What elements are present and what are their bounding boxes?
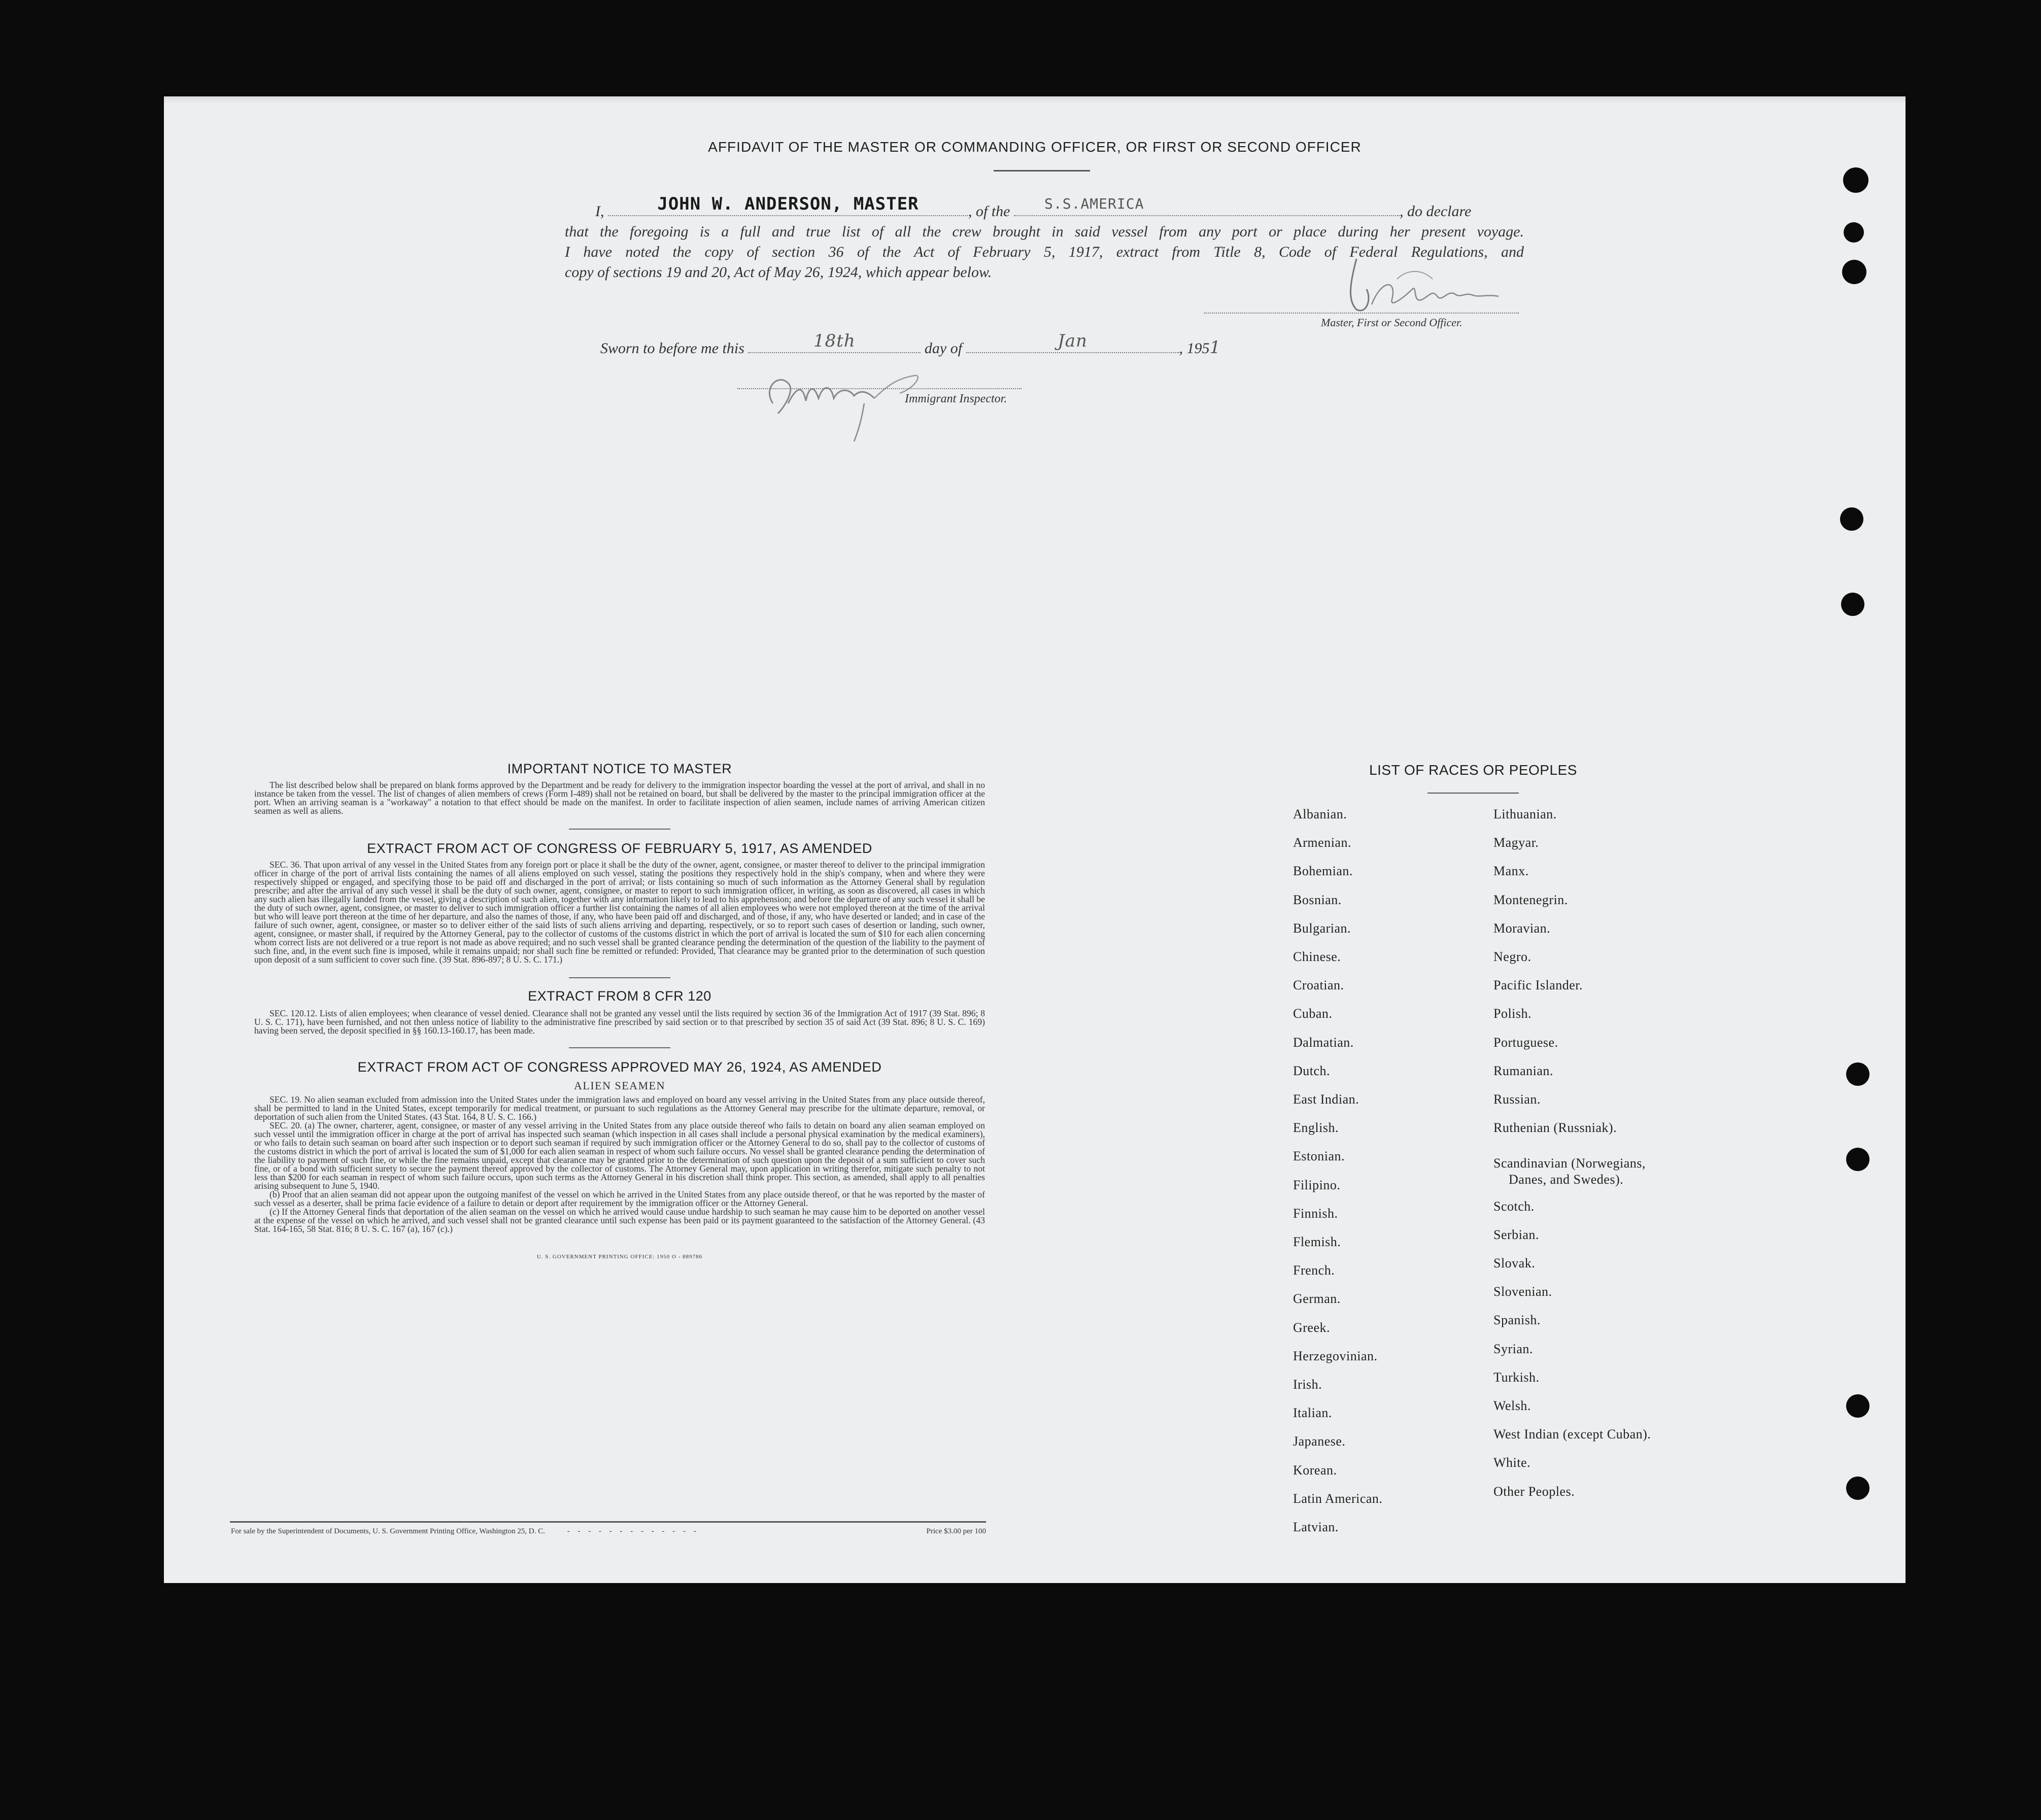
race-item: Estonian.	[1293, 1149, 1345, 1164]
race-item: Greek.	[1293, 1320, 1331, 1335]
vessel-name-field	[1014, 195, 1400, 216]
extract-1924-subtitle: ALIEN SEAMEN	[574, 1079, 665, 1092]
race-item: English.	[1293, 1120, 1339, 1136]
inspector-signature-caption: Immigrant Inspector.	[905, 392, 1007, 405]
race-item: Dalmatian.	[1293, 1035, 1354, 1050]
divider-1	[569, 829, 670, 830]
notice-heading: IMPORTANT NOTICE TO MASTER	[507, 761, 732, 776]
punch-hole-7	[1846, 1148, 1869, 1171]
sworn-day-field	[748, 331, 921, 353]
race-item: Slovak.	[1493, 1256, 1536, 1270]
notice-text: The list described below shall be prepared on blank forms approved by the Department and be ready for delivery to the immigration inspector boarding the vessel at the port of arrival, and shall in no instance be taken from the vessel. The list of changes of alien members of crews (Form I-489) shall not be retained on board, but shall be delivered by the master to the principal immigration officer at the port. When an arriving seaman is a "workaway" a notation to that effect should be made on the manifest. In order to facilitate inspection of alien seamen, include names of arriving American citizen seamen as well as aliens.	[254, 780, 985, 816]
race-item: White.	[1493, 1455, 1531, 1470]
race-item: French.	[1293, 1263, 1335, 1278]
legal-notices-column	[254, 761, 985, 1260]
extract-8cfr-text: SEC. 120.12. Lists of alien employees; when clearance of vessel denied. Clearance shall not be granted any vessel until the lists required by section 36 of the Immigration Act of 1917 (39 Stat. 896; 8 U. S. C. 171), have been furnished, and not then unless notice of liability to the administrative fine prescribed by said section or to that prescribed by section 35 of said Act (39 Stat. 896; 8 U. S. C. 169) having been served, the deposit specified in §§ 160.13-160.17, has been made.	[254, 1008, 985, 1036]
race-item: Italian.	[1293, 1405, 1332, 1421]
footer-text: For sale by the Superintendent of Documents, U. S. Government Printing Office, Washington 25, D. C. - - - - - - - - - - - - - Price $3.00 per 100	[231, 1527, 986, 1535]
sworn-month-field	[966, 331, 1179, 353]
race-item: Armenian.	[1293, 835, 1351, 850]
extract-1924-heading: EXTRACT FROM ACT OF CONGRESS APPROVED MAY 26, 1924, AS AMENDED	[357, 1059, 882, 1075]
race-item: Scandinavian (Norwegians,	[1493, 1156, 1646, 1171]
race-item: Latin American.	[1293, 1491, 1383, 1506]
document-page	[164, 96, 1906, 1583]
race-item: Spanish.	[1493, 1313, 1541, 1328]
race-item: Bohemian.	[1293, 864, 1353, 879]
race-item: Lithuanian.	[1493, 807, 1557, 821]
race-item: Albanian.	[1293, 807, 1347, 821]
races-heading: LIST OF RACES OR PEOPLES	[1369, 762, 1577, 778]
race-item: Russian.	[1493, 1092, 1541, 1107]
extract-1917-heading: EXTRACT FROM ACT OF CONGRESS OF FEBRUARY 5, 1917, AS AMENDED	[367, 841, 872, 856]
race-item: Turkish.	[1493, 1369, 1540, 1385]
race-item: Filipino.	[1293, 1177, 1341, 1192]
sworn-day-value: 18th	[813, 331, 856, 351]
inspector-signature-line	[737, 388, 1022, 389]
race-item: Bulgarian.	[1293, 920, 1351, 936]
race-item: Japanese.	[1293, 1434, 1346, 1449]
affidavit-title: AFFIDAVIT OF THE MASTER OR COMMANDING OFFICER, OR FIRST OR SECOND OFFICER	[708, 139, 1362, 155]
race-item: Welsh.	[1493, 1398, 1531, 1413]
affidavit-line-2: that the foregoing is a full and true list of all the crew brought in said vessel from any port or place during her present voyage.	[565, 223, 1524, 240]
race-item: Ruthenian (Russniak).	[1493, 1120, 1617, 1136]
master-signature	[1336, 249, 1509, 320]
affidavit-line-1: I, JOHN W. ANDERSON, MASTER , of the S.S.AMERICA , do declare	[595, 194, 1472, 220]
race-item: Finnish.	[1293, 1206, 1338, 1221]
race-item: Manx.	[1493, 864, 1529, 879]
master-signature-caption: Master, First or Second Officer.	[1321, 316, 1462, 329]
race-item: Slovenian.	[1493, 1284, 1552, 1299]
race-item: Chinese.	[1293, 949, 1341, 964]
affidavit-line-3: I have noted the copy of section 36 of the Act of February 5, 1917, extract from Title 8, Code of Federal Regulations, and	[565, 244, 1524, 260]
master-signature-line	[1204, 313, 1519, 315]
footer-rule	[230, 1521, 986, 1523]
race-item: Latvian.	[1293, 1520, 1339, 1534]
race-item: Croatian.	[1293, 978, 1344, 993]
race-item: Rumanian.	[1493, 1063, 1553, 1078]
divider-3	[569, 1047, 670, 1048]
gpo-imprint: U. S. GOVERNMENT PRINTING OFFICE: 1950 O - 889786	[536, 1254, 703, 1260]
race-item: Moravian.	[1493, 920, 1551, 936]
race-item: Flemish.	[1293, 1234, 1341, 1249]
race-item: Irish.	[1293, 1377, 1322, 1392]
race-item: Portuguese.	[1493, 1035, 1558, 1050]
punch-hole-2	[1844, 222, 1864, 243]
race-item: German.	[1293, 1291, 1341, 1307]
race-item: Scotch.	[1493, 1198, 1535, 1214]
extract-1924-text: SEC. 19. No alien seaman excluded from admission into the United States under the immigration laws and employed on board any vessel arriving in the United States from any place outside thereof, shall be permitted to land in the United States, except temporarily for medical treatment, or pursuant to such regulations as the Attorney General may prescribe for the ultimate departure, removal, or deportation of such alien from the United States. (43 Stat. 164, 8 U. S. C. 166.) SEC. 20. (a) The owner, charterer, agent, consignee, or master of any vessel arriving in the United States from any place outside thereof who fails to detain on board any alien seaman employed on such vessel until the immigration officer in charge at the port of arrival has inspected such seaman (which inspection in all cases shall include a personal physical examination by the medical examiners), or who fails to detain such seaman on board after such inspection or to deport such seaman if required by such immigration officer or the Attorney General to do so, shall pay to the collector of customs of the customs district in which the port of arrival is located the sum of $1,000 for each alien seaman in respect of whom such failure occurs. No vessel shall be granted clearance pending the determination of the liability to payment of such fine, or while the fine remains unpaid, except that clearance may be granted prior to the determination of such question upon the deposit of a sum sufficient to cover such fine, or of a bond with sufficient surety to secure the payment thereof approved by the collector of customs. The Attorney General may, upon application in writing therefor, mitigate such penalty to not less than $200 for each seaman in respect of whom such failure occurs, upon such terms as the Attorney General in his discretion shall think proper. This section, as amended, shall apply to all penalties arising subsequent to June 5, 1940. (b) Proof that an alien seaman did not appear upon the outgoing manifest of the vessel on which he arrived in the United States from any place outside thereof, or that he was reported by the master of such vessel as a deserter, shall be prima facie evidence of a failure to detain or deport after requirement by the immigration officer or the Attorney General. (c) If the Attorney General finds that deportation of the alien seaman on the vessel on which he arrived would cause undue hardship to such seaman he may cause him to be deported on another vessel at the expense of the vessel on which he arrived, and such vessel shall not be granted clearance until such expense has been paid or its payment guaranteed to the satisfaction of the Attorney General. (43 Stat. 164-165, 58 Stat. 816; 8 U. S. C. 167 (a), 167 (c).)	[254, 1094, 985, 1234]
punch-hole-8	[1846, 1394, 1869, 1418]
punch-hole-6	[1846, 1062, 1869, 1086]
race-item: Korean.	[1293, 1462, 1337, 1478]
punch-hole-9	[1846, 1476, 1869, 1500]
race-item: Pacific Islander.	[1493, 978, 1583, 993]
extract-1917-text: SEC. 36. That upon arrival of any vessel in the United States from any foreign port or place it shall be the duty of the owner, agent, consignee, or master thereof to deliver to the principal immigration officer in charge of the port of arrival lists containing the names of all aliens employed on such vessel, stating the positions they respectively hold in the ship's company, when and where they were respectively shipped or engaged, and specifying those to be paid off and discharged in the port of arrival; or lists containing so much of such information as the Attorney General shall by regulation prescribe; and after the arrival of any such vessel it shall be the duty of such owner, agent, consignee, or master to report to such immigration officer, in writing, as soon as discovered, all cases in which any such alien has illegally landed from the vessel, giving a description of such alien, together with any information likely to lead to his apprehension; and before the departure of any such vessel it shall be the duty of such owner, agent, consignee, or master to deliver to such immigration officer a further list containing the names of all alien employees who were not employed thereon at the time of the arrival but who will leave port thereon at the time of her departure, and also the names of those, if any, who have been paid off and discharged, and of those, if any, who have deserted or landed; and in case of the failure of such owner, agent, consignee, or master so to deliver either of the said lists of such aliens arriving and departing, respectively, or so to report such cases of desertion or landing, such owner, agent, consignee, or master shall, if required by the Attorney General, pay to the collector of customs of the customs district in which the port of arrival is located the sum of $10 for each alien concerning whom correct lists are not delivered or a true report is not made as above required; and no such vessel shall be granted clearance pending the determination of the question of the liability to the payment of such fine, and, in the event such fine is imposed, while it remains unpaid; nor shall such fine be remitted or refunded: Provided, That clearance may be granted prior to the determination of such question upon deposit of a sum sufficient to cover such fine. (39 Stat. 896-897; 8 U. S. C. 171.)	[254, 860, 985, 965]
race-item: Magyar.	[1493, 835, 1539, 850]
race-item: Serbian.	[1493, 1227, 1539, 1242]
race-item: East Indian.	[1293, 1092, 1359, 1107]
sworn-line: Sworn to before me this 18th day of Jan , 1951	[600, 331, 1221, 358]
race-item: Polish.	[1493, 1006, 1532, 1021]
divider-2	[569, 977, 670, 978]
race-item: Herzegovinian.	[1293, 1348, 1378, 1363]
extract-8cfr-heading: EXTRACT FROM 8 CFR 120	[528, 988, 711, 1004]
race-item: Dutch.	[1293, 1063, 1331, 1078]
race-item: Danes, and Swedes).	[1509, 1172, 1624, 1187]
affidavit-line-4: copy of sections 19 and 20, Act of May 26, 1924, which appear below.	[565, 264, 992, 281]
affidavit-title-rule	[994, 170, 1090, 171]
punch-hole-1	[1843, 167, 1868, 193]
race-item: Bosnian.	[1293, 892, 1342, 907]
race-item: Cuban.	[1293, 1006, 1333, 1021]
vessel-name-value: S.S.AMERICA	[1044, 195, 1144, 212]
race-item: Negro.	[1493, 949, 1532, 964]
race-item: Other Peoples.	[1493, 1484, 1575, 1499]
punch-hole-4	[1840, 507, 1863, 531]
races-heading-rule	[1427, 793, 1519, 794]
race-item: Montenegrin.	[1493, 892, 1568, 907]
race-item: West Indian (except Cuban).	[1493, 1427, 1651, 1442]
master-name-field	[608, 194, 968, 216]
sworn-year-digit: 1	[1209, 337, 1221, 358]
punch-hole-3	[1842, 260, 1866, 284]
punch-hole-5	[1841, 593, 1864, 616]
master-name-value: JOHN W. ANDERSON, MASTER	[657, 194, 919, 214]
race-item: Syrian.	[1493, 1341, 1533, 1356]
sworn-month-value: Jan	[1058, 331, 1087, 351]
